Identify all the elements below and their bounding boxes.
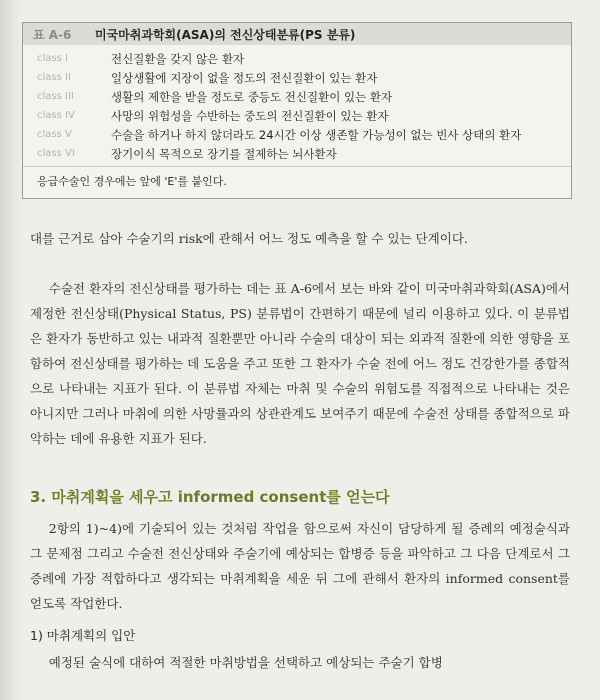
table-row — [23, 125, 571, 144]
table-divider — [23, 166, 571, 167]
table-row — [23, 106, 571, 125]
class-description: 사망의 위험성을 수반하는 중도의 전신질환이 있는 환자 — [111, 108, 389, 123]
table-title: 미국마취과학회(ASA)의 전신상태분류(PS 분류) — [95, 27, 356, 42]
page-gutter-shadow — [0, 0, 22, 700]
table-rows — [23, 45, 571, 163]
table-row — [23, 68, 571, 87]
class-description: 수술을 하거나 하지 않더라도 24시간 이상 생존할 가능성이 없는 빈사 상태의 환자 — [111, 127, 522, 142]
class-description: 장기이식 목적으로 장기를 절제하는 뇌사환자 — [111, 146, 337, 161]
class-label: class VI — [37, 148, 75, 159]
subsection-paragraph: 예정된 술식에 대하여 적절한 마취방법을 선택하고 예상되는 주술기 합병 — [48, 655, 443, 670]
table-row — [23, 49, 571, 68]
body-paragraph: 대를 근거로 삼아 수술기의 risk에 관해서 어느 정도 예측을 할 수 있는 단계이다. — [30, 231, 468, 246]
asa-classification-table — [22, 22, 572, 199]
table-row — [23, 87, 571, 106]
class-label: class IV — [37, 110, 75, 121]
class-description: 일상생활에 지장이 없을 정도의 전신질환이 있는 환자 — [111, 70, 378, 85]
section-heading: 3. 마취계획을 세우고 informed consent를 얻는다 — [30, 488, 390, 506]
class-description: 생활의 제한을 받을 정도로 중등도 전신질환이 있는 환자 — [111, 89, 393, 104]
class-label: class II — [37, 72, 71, 83]
class-label: class I — [37, 53, 68, 64]
subsection-heading: 1) 마취계획의 입안 — [30, 628, 136, 643]
table-footnote: 응급수술인 경우에는 앞에 'E'를 붙인다. — [37, 175, 227, 188]
table-code: 표 A-6 — [33, 27, 72, 42]
section-paragraph: 2항의 1)~4)에 기술되어 있는 것처럼 작업을 함으로써 자신이 담당하게 될 증례의 예정술식과 그 문제점 그리고 수술전 전신상태와 주술기에 예상되는 합병증 등을 파악하고 그 다음 단계로서 그 증례에 가장 적합하다고 생각되는 마취계획을 세운 뒤 그에 관해서 환자의 informed consent를 얻도록 작업한다. — [30, 521, 570, 611]
table-header — [23, 23, 571, 45]
table-row — [23, 144, 571, 163]
class-label: class V — [37, 129, 72, 140]
class-label: class III — [37, 91, 74, 102]
body-paragraph: 수술전 환자의 전신상태를 평가하는 데는 표 A-6에서 보는 바와 같이 미국마취과학회(ASA)에서 제정한 전신상태(Physical Status, PS) 분류법이 간편하기 때문에 널리 이용하고 있다. 이 분류법은 환자가 동반하고 있는 내과적 질환뿐만 아니라 수술의 대상이 되는 외과적 질환에 의한 영향을 포함하여 전신상태를 평가하는 데 도움을 주고 또한 그 환자가 수술 전에 어느 정도 건강한가를 종합적으로 나타내는 지표가 된다. 이 분류법 자체는 마취 및 수술의 위험도를 직접적으로 나타내는 것은 아니지만 그러나 마취에 의한 사망률과의 상관관계도 보여주기 때문에 수술전 상태를 종합적으로 파악하는 데에 유용한 지표가 된다. — [30, 281, 570, 446]
class-description: 전신질환을 갖지 않은 환자 — [111, 51, 245, 66]
